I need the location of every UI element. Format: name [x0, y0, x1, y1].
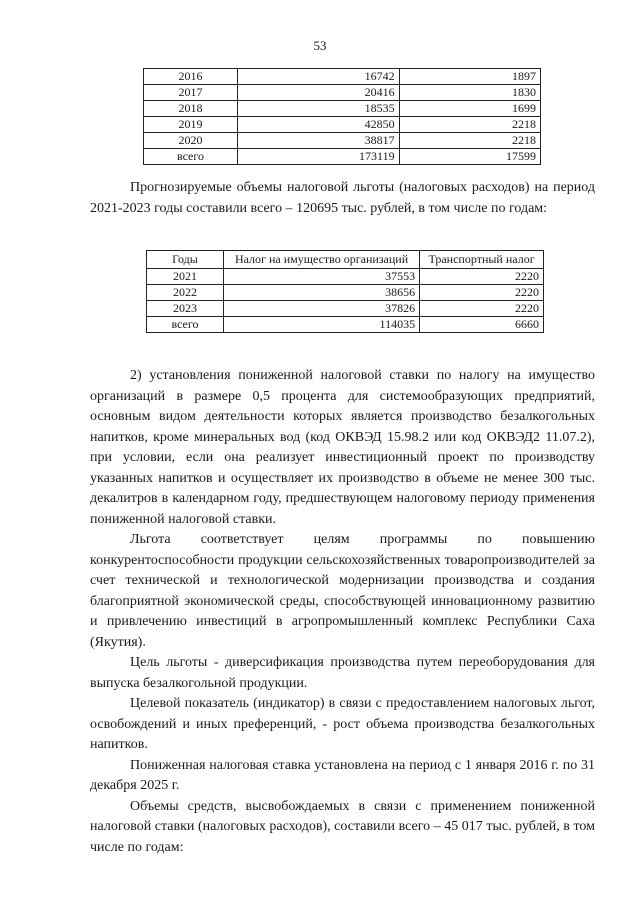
value-cell: 42850 [238, 117, 400, 133]
column-header-property-tax: Налог на имущество организаций [224, 251, 420, 269]
table-row [144, 117, 541, 133]
table-total-row [147, 317, 544, 333]
forecast-tax-table-2021-2023 [146, 250, 544, 333]
value-cell: 37553 [224, 269, 420, 285]
paragraph-reduced-rate: 2) установления пониженной налоговой ставки по налогу на имущество организаций в размере 0,5 процента для системообразующих предприятий, основным видом деятельности которых является производство безалкогольных напитков, кроме минеральных вод (код ОКВЭД 15.98.2 или код ОКВЭД2 11.07.2), при условии, если она реализует инвестиционный проект по производству указанных напитков и осуществляет их производство в объеме не менее 300 тыс. декалитров в календарном году, предшествующем налоговому периоду применения пониженной налоговой ставки. [90, 368, 595, 527]
total-value-cell: 114035 [224, 317, 420, 333]
table-header-row [147, 251, 544, 269]
value-cell: 2220 [420, 301, 544, 317]
value-cell: 1699 [399, 101, 540, 117]
year-cell: 2017 [144, 85, 238, 101]
year-cell: 2019 [144, 117, 238, 133]
value-cell: 38817 [238, 133, 400, 149]
value-cell: 20416 [238, 85, 400, 101]
table-row [147, 269, 544, 285]
year-cell: 2020 [144, 133, 238, 149]
value-cell: 2218 [399, 133, 540, 149]
year-cell: 2022 [147, 285, 224, 301]
year-cell: 2018 [144, 101, 238, 117]
value-cell: 1830 [399, 85, 540, 101]
value-cell: 2220 [420, 285, 544, 301]
value-cell: 38656 [224, 285, 420, 301]
value-cell: 2220 [420, 269, 544, 285]
table-row [147, 285, 544, 301]
table-row [144, 101, 541, 117]
column-header-years: Годы [147, 251, 224, 269]
paragraph-target-indicator: Целевой показатель (индикатор) в связи с предоставлением налоговых льгот, освобождений и иных преференций, - рост объема производства безалкогольных напитков. [90, 696, 595, 752]
total-value-cell: 6660 [420, 317, 544, 333]
value-cell: 18535 [238, 101, 400, 117]
total-value-cell: 173119 [238, 149, 400, 165]
value-cell: 1897 [399, 69, 540, 85]
value-cell: 16742 [238, 69, 400, 85]
paragraph-benefit-goal: Цель льготы - диверсификация производства путем переоборудования для выпуска безалкогольной продукции. [90, 655, 595, 691]
year-cell: 2023 [147, 301, 224, 317]
table-total-row [144, 149, 541, 165]
table-row [144, 69, 541, 85]
paragraph-rate-period: Пониженная налоговая ставка установлена на период с 1 января 2016 г. по 31 декабря 2025 г. [90, 757, 595, 793]
page-number: 53 [313, 38, 327, 53]
total-value-cell: 17599 [399, 149, 540, 165]
tax-expense-table-2016-2020 [143, 68, 541, 165]
total-label-cell: всего [144, 149, 238, 165]
value-cell: 2218 [399, 117, 540, 133]
paragraph-released-funds: Объемы средств, высвобождаемых в связи с применением пониженной налоговой ставки (налоговых расходов), составили всего – 45 017 тыс. рублей, в том числе по годам: [90, 798, 595, 855]
table-row [144, 85, 541, 101]
body-text-block [90, 366, 595, 858]
table-row [144, 133, 541, 149]
year-cell: 2016 [144, 69, 238, 85]
table-row [147, 301, 544, 317]
intro-paragraph: Прогнозируемые объемы налоговой льготы (налоговых расходов) на период 2021-2023 годы составили всего – 120695 тыс. рублей, в том числе по годам: [90, 180, 595, 216]
total-label-cell: всего [147, 317, 224, 333]
year-cell: 2021 [147, 269, 224, 285]
intro-text-block [90, 178, 595, 219]
value-cell: 37826 [224, 301, 420, 317]
column-header-transport-tax: Транспортный налог [420, 251, 544, 269]
paragraph-program-goals: Льгота соответствует целям программы по повышению конкурентоспособности продукции сельскохозяйственных товаропроизводителей за счет технической и технологической модернизации производства и создания благоприятной экономической среды, способствующей инновационному развитию и привлечению инвестиций в агропромышленный комплекс Республики Саха (Якутия). [90, 532, 595, 650]
